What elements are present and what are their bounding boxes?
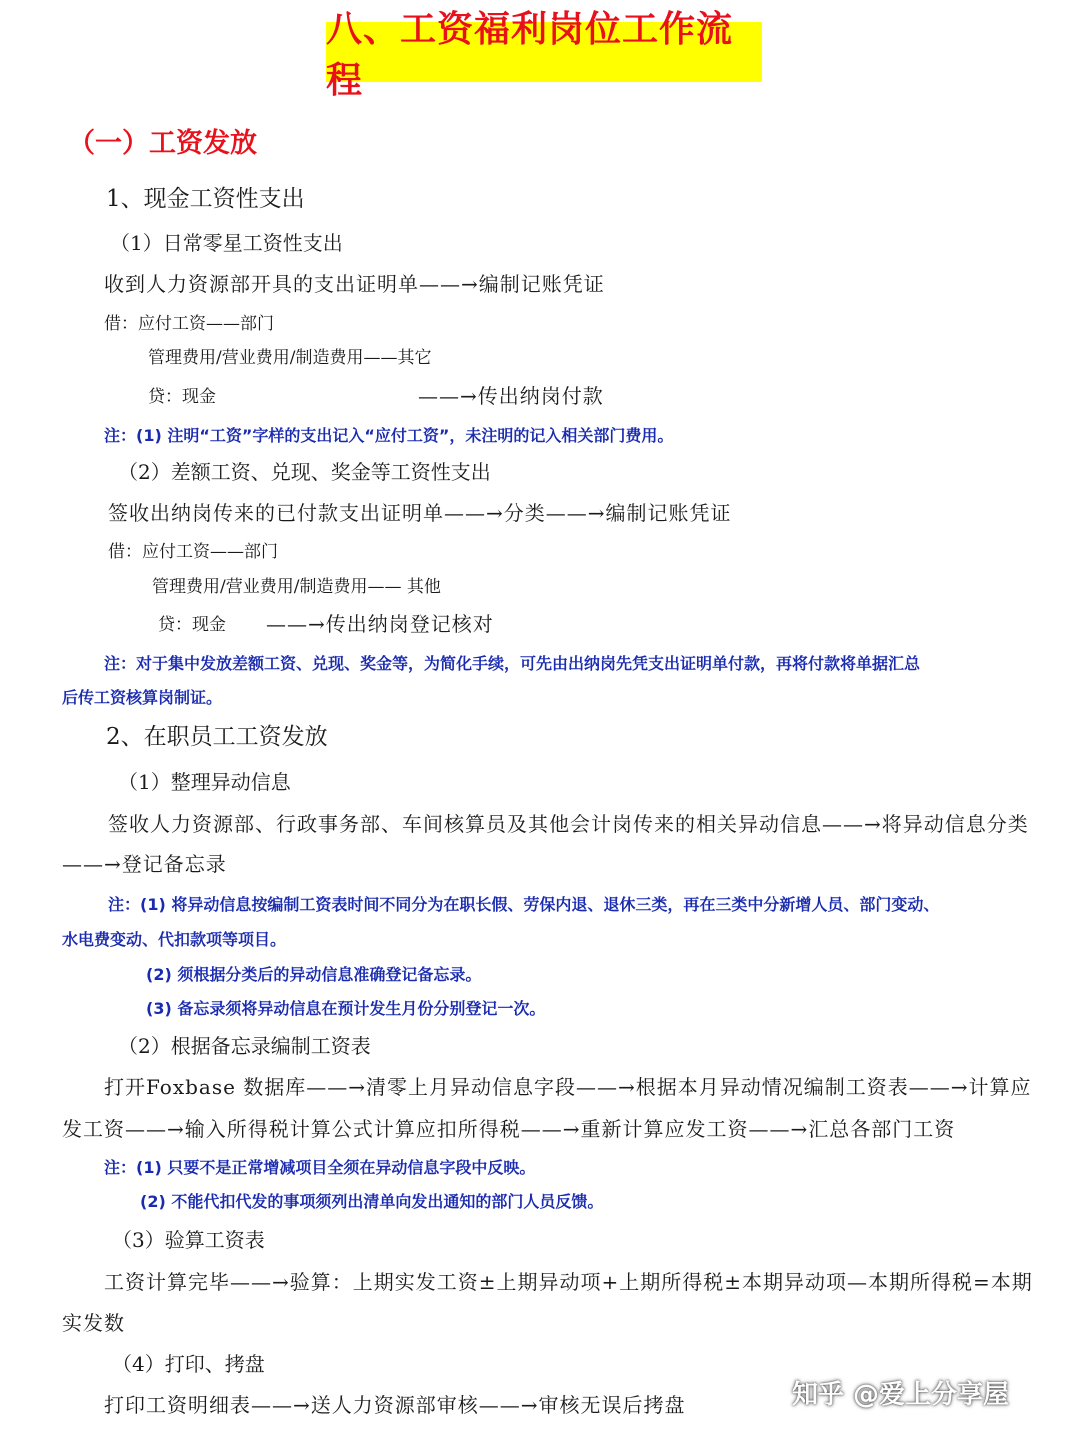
debit-entry-expenses-2: 管理费用/营业费用/制造费用—— 其他 — [152, 577, 441, 597]
note-differential-line2: 后传工资核算岗制证。 — [62, 688, 223, 707]
note-change-info-1-line2: 水电费变动、代扣款项等项目。 — [62, 930, 287, 949]
section-heading-salary-payment: （一）工资发放 — [68, 128, 257, 159]
subheading-payroll-compile: （2）根据备忘录编制工资表 — [118, 1034, 371, 1058]
subheading-payroll-verify: （3）验算工资表 — [112, 1228, 265, 1252]
note-payroll-1: 注：(1) 只要不是正常增减项目全须在异动信息字段中反映。 — [104, 1158, 536, 1177]
credit-flow: ——→传出纳岗付款 — [418, 384, 604, 408]
debit-entry-2: 借：应付工资——部门 — [108, 542, 278, 562]
subheading-change-info: （1）整理异动信息 — [118, 770, 291, 794]
debit-entry-expenses: 管理费用/营业费用/制造费用——其它 — [148, 348, 432, 368]
flow-payroll-line2: 发工资——→输入所得税计算公式计算应扣所得税——→重新计算应发工资——→汇总各部门工资 — [62, 1117, 956, 1141]
note-change-info-2: (2) 须根据分类后的异动信息准确登记备忘录。 — [146, 965, 482, 984]
debit-entry: 借：应付工资——部门 — [104, 314, 274, 334]
watermark: 知乎 @爱上分享屋 — [792, 1380, 1010, 1410]
heading-cash-salary: 1、现金工资性支出 — [106, 186, 305, 212]
credit-entry: 贷：现金 — [148, 387, 216, 407]
note-change-info-1-line1: 注：(1) 将异动信息按编制工资表时间不同分为在职长假、劳保内退、退休三类，再在三类中分新增人员、部门变动、 — [108, 895, 940, 914]
note-payroll-2: (2) 不能代扣代发的事项须列出清单向发出通知的部门人员反馈。 — [140, 1192, 604, 1211]
flow-daily-expense: 收到人力资源部开具的支出证明单——→编制记账凭证 — [104, 272, 605, 296]
subheading-print-copy: （4）打印、拷盘 — [112, 1352, 265, 1376]
flow-verify-line2: 实发数 — [62, 1311, 125, 1335]
subheading-differential-salary: （2）差额工资、兑现、奖金等工资性支出 — [118, 460, 491, 484]
credit-flow-2: ——→传出纳岗登记核对 — [266, 612, 494, 636]
note-change-info-3: (3) 备忘录须将异动信息在预计发生月份分别登记一次。 — [146, 999, 546, 1018]
flow-differential-salary: 签收出纳岗传来的已付款支出证明单——→分类——→编制记账凭证 — [108, 501, 732, 525]
flow-verify-line1: 工资计算完毕——→验算：上期实发工资±上期异动项+上期所得税±本期异动项—本期所得税=本期 — [104, 1270, 1033, 1294]
flow-change-info-line2: ——→登记备忘录 — [62, 852, 227, 876]
heading-employee-salary: 2、在职员工工资发放 — [106, 724, 328, 750]
note-daily-expense: 注：(1) 注明“工资”字样的支出记入“应付工资”，未注明的记入相关部门费用。 — [104, 426, 674, 445]
document-title: 八、工资福利岗位工作流程 — [326, 22, 762, 82]
note-differential-line1: 注：对于集中发放差额工资、兑现、奖金等，为简化手续，可先由出纳岗先凭支出证明单付款，再将付款将单据汇总 — [104, 654, 921, 673]
flow-print-copy: 打印工资明细表——→送人力资源部审核——→审核无误后拷盘 — [104, 1393, 686, 1417]
flow-payroll-line1: 打开Foxbase 数据库——→清零上月异动信息字段——→根据本月异动情况编制工资表——→计算应 — [104, 1075, 1032, 1099]
subheading-daily-expense: （1）日常零星工资性支出 — [110, 231, 343, 255]
credit-entry-2: 贷：现金 — [158, 615, 226, 635]
flow-change-info-line1: 签收人力资源部、行政事务部、车间核算员及其他会计岗传来的相关异动信息——→将异动信息分类 — [108, 812, 1029, 836]
